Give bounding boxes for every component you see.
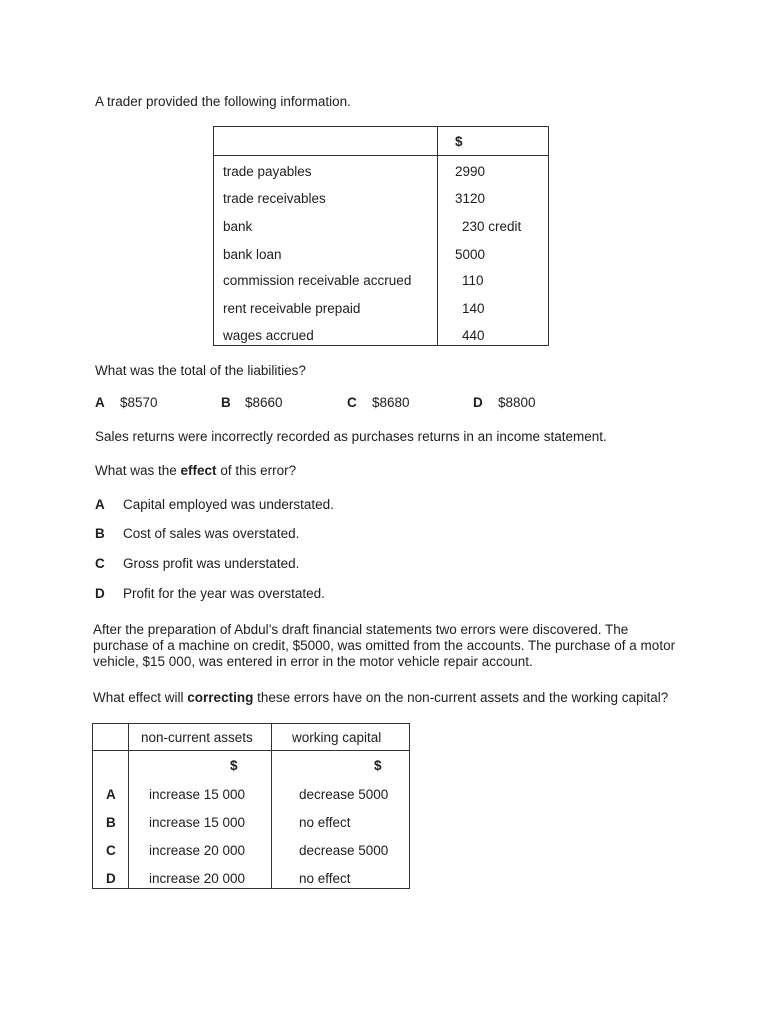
q3-stem-line: After the preparation of Abdul’s draft financial statements two errors were discovered. The <box>93 622 629 637</box>
table-divider <box>128 724 129 888</box>
row-non-current-assets: increase 15 000 <box>149 787 246 802</box>
option-text[interactable]: Gross profit was understated. <box>123 556 300 571</box>
option-text[interactable]: Cost of sales was overstated. <box>123 526 300 541</box>
q2-question <box>95 463 296 479</box>
q2-question-emphasis: effect <box>180 463 217 478</box>
q2-question-post: of this error? <box>216 463 297 478</box>
col-header-non-current-assets: non-current assets <box>141 730 253 745</box>
table-row-value: 230 credit <box>462 219 522 234</box>
row-working-capital: no effect <box>299 815 351 830</box>
q1-intro: A trader provided the following information. <box>95 94 351 109</box>
option-text[interactable]: $8680 <box>372 395 410 410</box>
col-header-working-capital: working capital <box>292 730 382 745</box>
row-non-current-assets: increase 20 000 <box>149 843 246 858</box>
option-text[interactable]: $8570 <box>120 395 158 410</box>
option-text[interactable]: Capital employed was understated. <box>123 497 334 512</box>
table-row-value: 140 <box>462 301 485 316</box>
row-letter[interactable]: A <box>106 787 116 802</box>
row-working-capital: no effect <box>299 871 351 886</box>
q1-question: What was the total of the liabilities? <box>95 363 306 378</box>
table-row-value: 440 <box>462 328 485 343</box>
table-row-label: commission receivable accrued <box>223 273 412 288</box>
option-text[interactable]: Profit for the year was overstated. <box>123 586 325 601</box>
option-text[interactable]: $8800 <box>498 395 536 410</box>
table-row-label: bank <box>223 219 253 234</box>
table-divider <box>437 127 438 345</box>
option-letter: A <box>95 395 105 410</box>
col-unit: $ <box>374 758 382 773</box>
q3-stem-line: purchase of a machine on credit, $5000, was omitted from the accounts. The purchase of a motor <box>93 638 676 653</box>
col-unit: $ <box>230 758 238 773</box>
row-letter[interactable]: B <box>106 815 116 830</box>
table-row-value: 110 <box>462 273 484 288</box>
q1-info-table <box>213 126 549 346</box>
row-letter[interactable]: C <box>106 843 116 858</box>
q2-question-pre: What was the <box>95 463 181 478</box>
table-row-label: bank loan <box>223 247 282 262</box>
option-letter: C <box>95 556 105 571</box>
option-letter: B <box>221 395 231 410</box>
table-divider <box>271 724 272 888</box>
option-letter: D <box>473 395 483 410</box>
row-working-capital: decrease 5000 <box>299 787 389 802</box>
row-non-current-assets: increase 20 000 <box>149 871 246 886</box>
row-letter[interactable]: D <box>106 871 116 886</box>
currency-header: $ <box>455 134 463 149</box>
option-letter: B <box>95 526 105 541</box>
option-letter: A <box>95 497 105 512</box>
q3-question-post: these errors have on the non-current assets and the working capital? <box>253 690 669 705</box>
q2-stem: Sales returns were incorrectly recorded as purchases returns in an income statement. <box>95 429 607 444</box>
q3-question-pre: What effect will <box>93 690 188 705</box>
q3-answer-table <box>92 723 410 889</box>
q3-question-emphasis: correcting <box>187 690 254 705</box>
table-divider <box>93 750 409 751</box>
row-working-capital: decrease 5000 <box>299 843 389 858</box>
option-letter: D <box>95 586 105 601</box>
option-text[interactable]: $8660 <box>245 395 283 410</box>
table-row-value: 2990 <box>455 164 486 179</box>
q3-question <box>93 690 668 706</box>
q3-stem-line: vehicle, $15 000, was entered in error in the motor vehicle repair account. <box>93 654 533 669</box>
table-row-value: 5000 <box>455 247 486 262</box>
table-row-label: wages accrued <box>223 328 314 343</box>
row-non-current-assets: increase 15 000 <box>149 815 246 830</box>
table-row-label: trade receivables <box>223 191 326 206</box>
option-letter: C <box>347 395 357 410</box>
table-row-value: 3120 <box>455 191 486 206</box>
table-row-label: trade payables <box>223 164 312 179</box>
table-divider <box>214 155 548 156</box>
table-row-label: rent receivable prepaid <box>223 301 361 316</box>
